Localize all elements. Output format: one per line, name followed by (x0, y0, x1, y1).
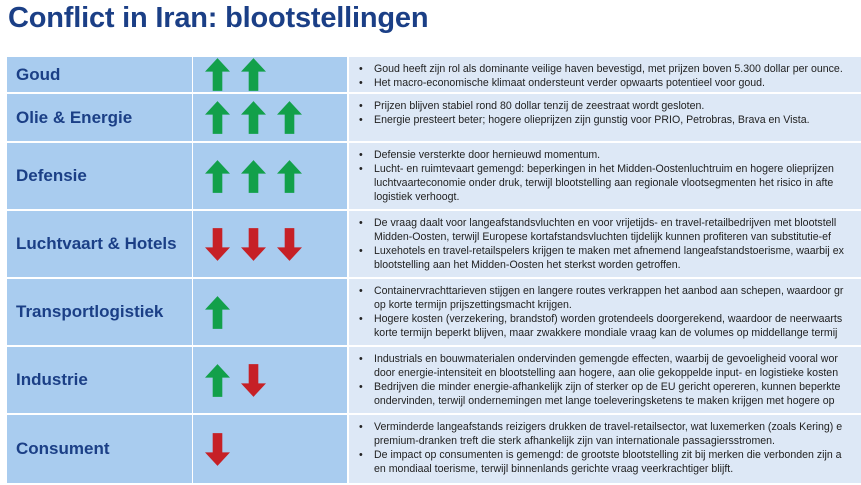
arrow-up-icon (277, 160, 302, 193)
bullet-item: • De vraag daalt voor langeafstandsvluchten en voor vrijetijds- en travel-retailbedrijven met blootstell Midden-Oosten, terwijl Europese kortafstandsvluchten tijdelijk kunnen profiteren van substitutie-ef (355, 216, 861, 244)
category-label: Luchtvaart & Hotels (7, 211, 192, 277)
arrow-down-icon (205, 433, 230, 466)
direction-arrows (193, 211, 347, 277)
arrow-down-icon (205, 228, 230, 261)
description-cell (349, 211, 861, 277)
exposure-row (7, 57, 861, 94)
exposure-row (7, 279, 861, 347)
arrow-up-icon (205, 58, 230, 91)
category-label: Transportlogistiek (7, 279, 192, 345)
category-label: Olie & Energie (7, 94, 192, 141)
exposure-row (7, 347, 861, 415)
description-cell (349, 57, 861, 92)
bullet-item: • Containervrachttarieven stijgen en langere routes verkrappen het aanbod aan schepen, waardoor gr op korte termijn prijszettingsmacht krijgen. (355, 284, 861, 312)
bullet-item: • Lucht- en ruimtevaart gemengd: beperkingen in het Midden-Oostenluchtruim en hogere olieprijzen luchtvaarteconomie onder druk, terwijl blootstelling aan regionale vlootsegmenten het risico in afte logistiek verhoogt. (355, 162, 861, 204)
direction-arrows (193, 94, 347, 141)
bullet-item: • Bedrijven die minder energie-afhankelijk zijn of sterker op de EU gericht opereren, kunnen beperkte ondervinden, terwijl ondernemingen met lange toeleveringsketens te maken krijgen met hogere op (355, 380, 861, 408)
bullet-list (355, 216, 861, 272)
bullet-item: • Industrials en bouwmaterialen ondervinden gemengde effecten, waarbij de gevoeligheid vooral wor door energie-intensiteit en blootstelling aan hogere, aan olie gekoppelde input- en logistieke kosten (355, 352, 861, 380)
description-cell (349, 143, 861, 209)
arrow-down-icon (241, 364, 266, 397)
exposure-table (7, 57, 861, 485)
page-title: Conflict in Iran: blootstellingen (8, 2, 429, 34)
direction-arrows (193, 415, 347, 483)
exposure-row (7, 415, 861, 485)
description-cell (349, 415, 861, 483)
arrow-up-icon (241, 101, 266, 134)
bullet-item: • Hogere kosten (verzekering, brandstof) worden grotendeels doorgerekend, waardoor de neerwaarts korte termijn beperkt blijven, maar zwakkere mondiale vraag kan de volumes op middellange termij (355, 312, 861, 340)
bullet-item: • Goud heeft zijn rol als dominante veilige haven bevestigd, met prijzen boven 5.300 dollar per ounce. (355, 62, 861, 76)
category-label: Industrie (7, 347, 192, 413)
bullet-list (355, 148, 861, 204)
exposure-row (7, 143, 861, 211)
direction-arrows (193, 57, 347, 92)
arrow-up-icon (205, 364, 230, 397)
bullet-list (355, 62, 861, 90)
direction-arrows (193, 279, 347, 345)
arrow-up-icon (205, 101, 230, 134)
bullet-item: • Verminderde langeafstands reizigers drukken de travel-retailsector, wat luxemerken (zoals Kering) e premium-dranken treft die sterk afhankelijk zijn van internationale passagiersstromen. (355, 420, 861, 448)
direction-arrows (193, 347, 347, 413)
bullet-list (355, 284, 861, 340)
arrow-up-icon (205, 160, 230, 193)
arrow-up-icon (205, 296, 230, 329)
arrow-up-icon (241, 160, 266, 193)
bullet-item: • Defensie versterkte door hernieuwd momentum. (355, 148, 861, 162)
arrow-up-icon (241, 58, 266, 91)
bullet-item: • De impact op consumenten is gemengd: de grootste blootstelling zit bij merken die verbonden zijn a en mondiaal toerisme, terwijl binnenlands gerichte vraag veerkrachtiger blijft. (355, 448, 861, 476)
direction-arrows (193, 143, 347, 209)
bullet-list (355, 99, 861, 127)
arrow-down-icon (241, 228, 266, 261)
bullet-list (355, 420, 861, 476)
exposure-row (7, 211, 861, 279)
arrow-down-icon (277, 228, 302, 261)
bullet-item: • Prijzen blijven stabiel rond 80 dollar tenzij de zeestraat wordt gesloten. (355, 99, 861, 113)
exposure-row (7, 94, 861, 143)
bullet-item: • Energie presteert beter; hogere olieprijzen zijn gunstig voor PRIO, Petrobras, Brava en Vista. (355, 113, 861, 127)
description-cell (349, 94, 861, 141)
category-label: Consument (7, 415, 192, 483)
arrow-up-icon (277, 101, 302, 134)
category-label: Goud (7, 57, 192, 92)
description-cell (349, 347, 861, 413)
bullet-list (355, 352, 861, 408)
category-label: Defensie (7, 143, 192, 209)
description-cell (349, 279, 861, 345)
bullet-item: • Het macro-economische klimaat ondersteunt verder opwaarts potentieel voor goud. (355, 76, 861, 90)
bullet-item: • Luxehotels en travel-retailspelers krijgen te maken met afnemend langeafstandstoerisme, waarbij ex blootstelling aan het Midden-Oosten het sterkst worden getroffen. (355, 244, 861, 272)
